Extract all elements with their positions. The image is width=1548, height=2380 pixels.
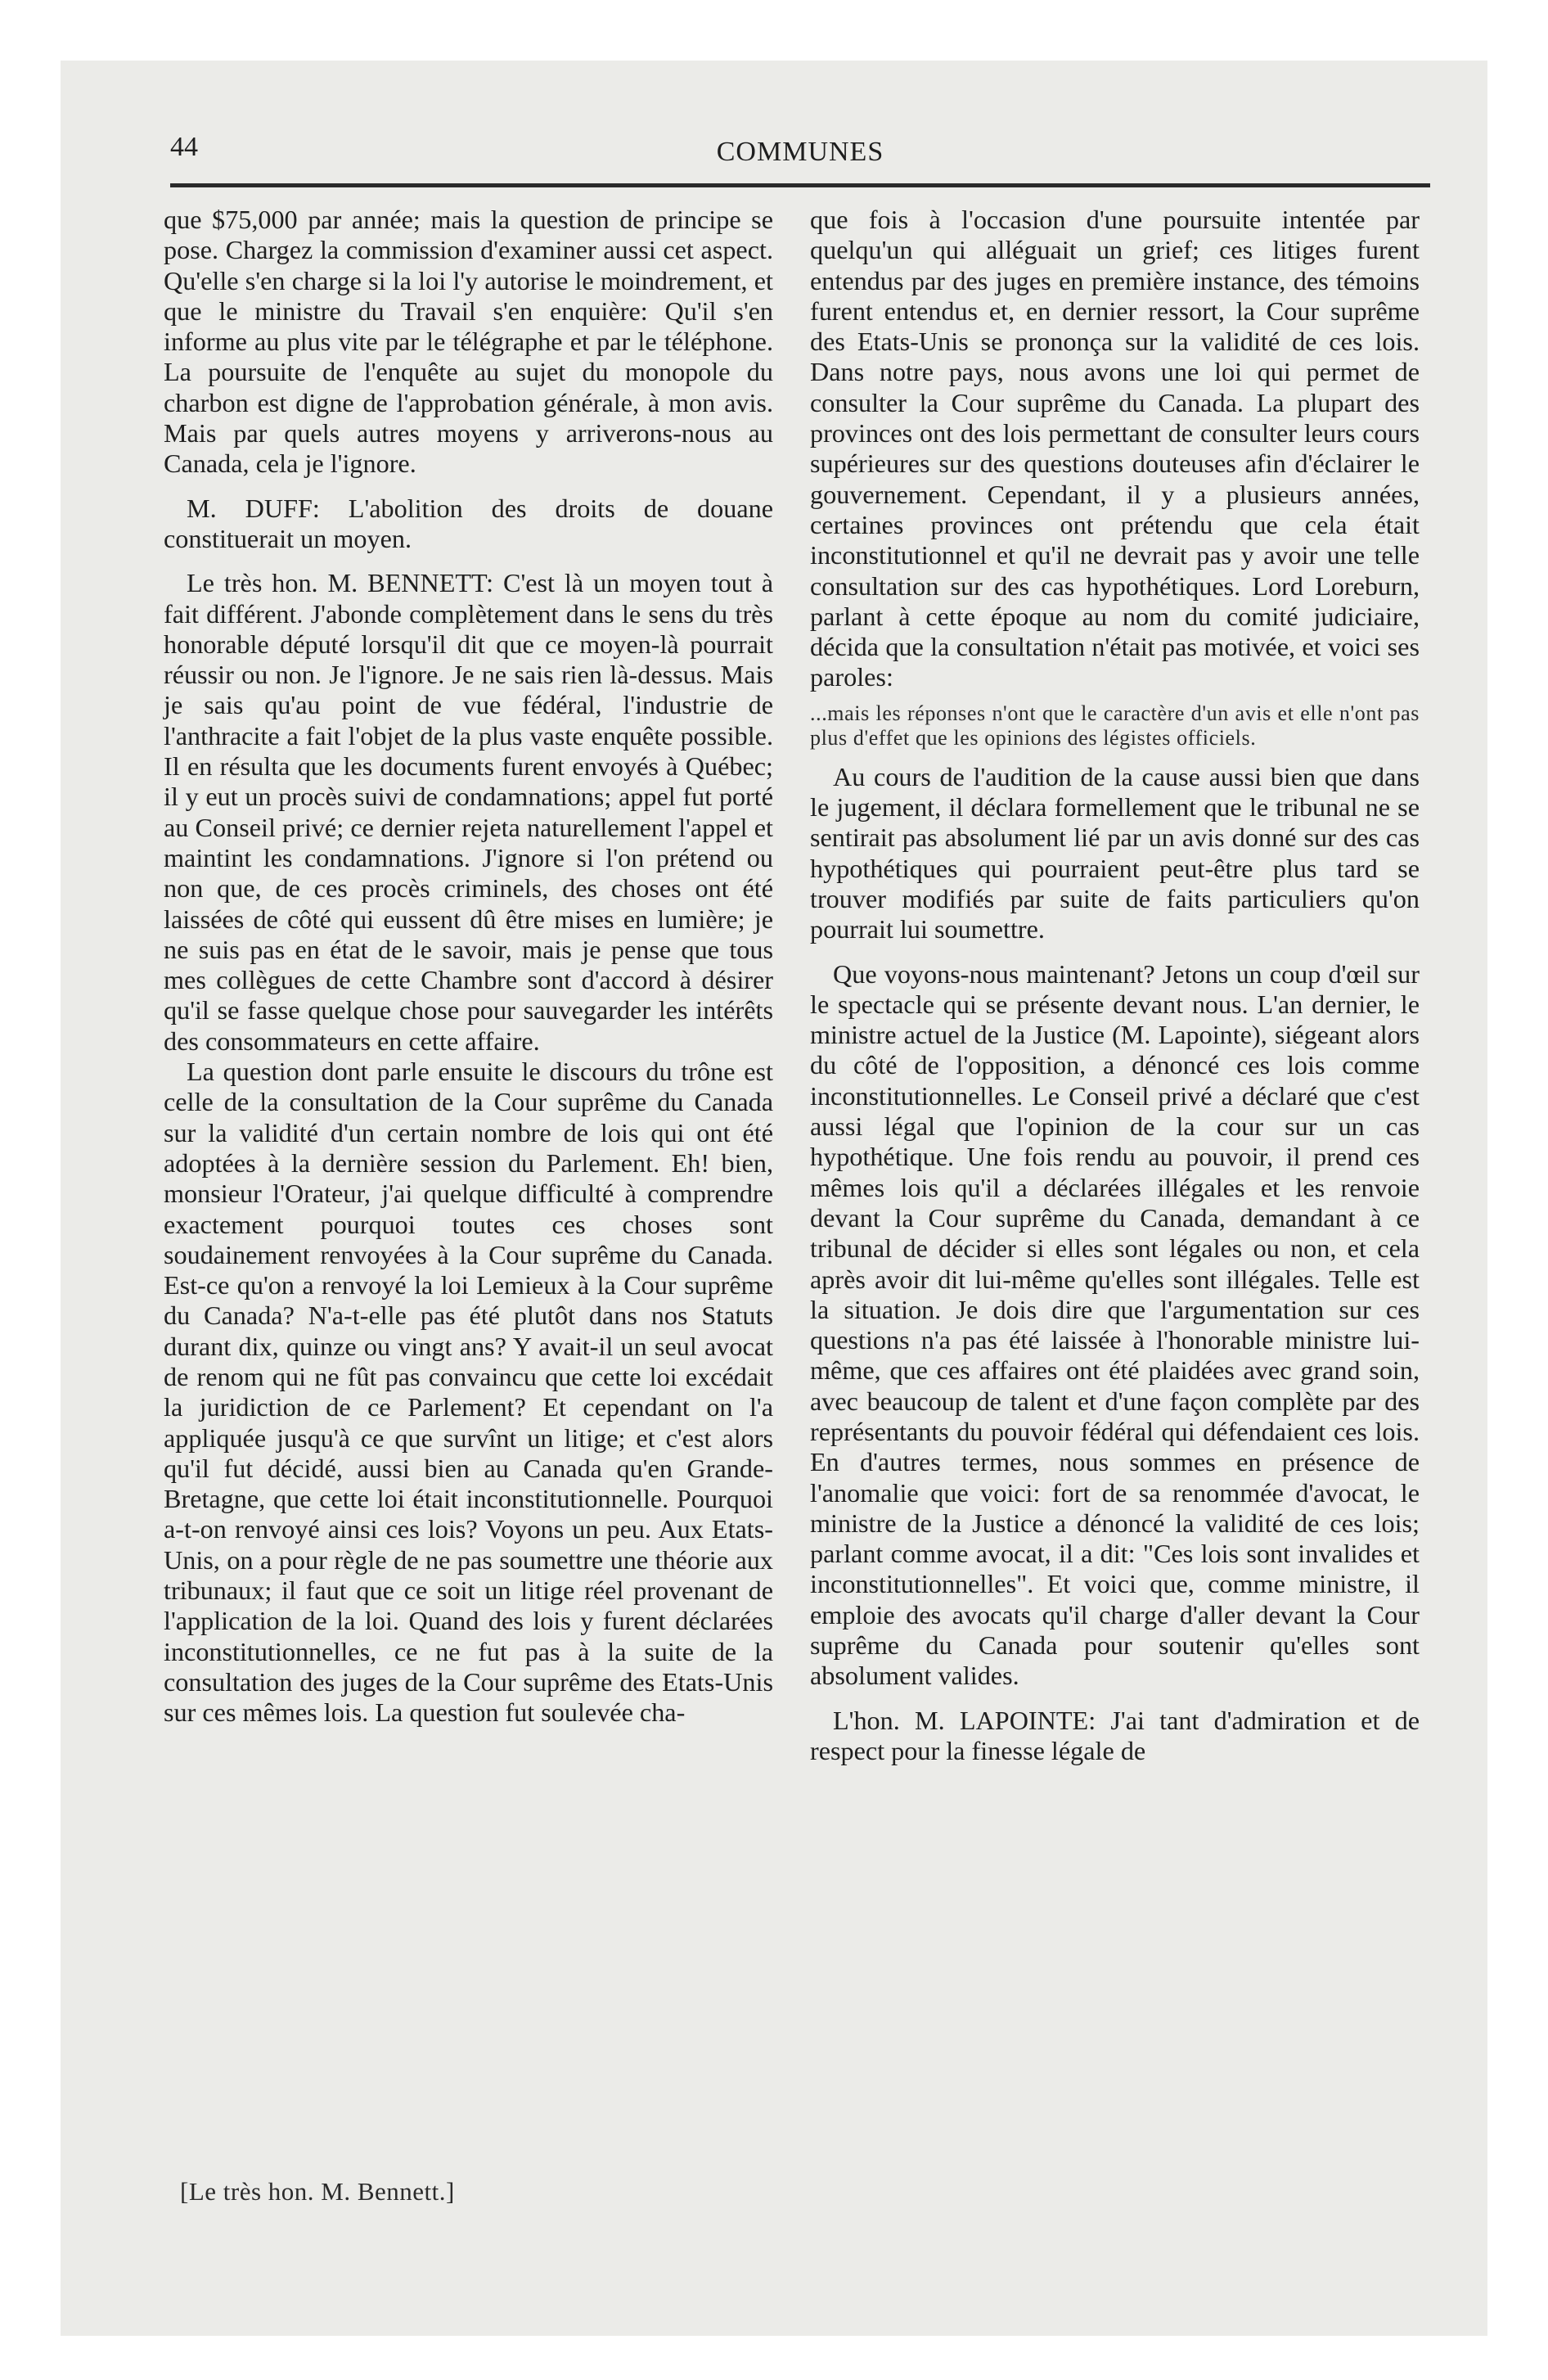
left-paragraph-3: Le très hon. M. BENNETT: C'est là un moyen tout à fait différent. J'abonde complètement dans le sens du très honorable député lorsqu'il dit que ce moyen-là pourrait réussir ou non. Je l'ignore. Je ne sais rien là-dessus. Mais je sais qu'au point de vue fédéral, l'industrie de l'anthracite a fait l'objet de la plus vaste enquête possible. Il en résulta que les documents furent envoyés à Québec; il y eut un procès suivi de condamnations; appel fut porté au Conseil privé; ce dernier rejeta naturellement l'appel et maintint les condamnations. J'ignore si l'on prétend ou non que, de ces procès criminels, des choses ont été laissées de côté qui eussent dû être mises en lumière; je ne suis pas en état de le savoir, mais je pense que tous mes collègues de cette Chambre sont d'accord à désirer qu'il se fasse quelque chose pour sauvegarder les intérêts des consommateurs en cette affaire. <box>164 568 773 1056</box>
block-quote: ...mais les réponses n'ont que le caractère d'un avis et elle n'ont pas plus d'effet que les opinions des légistes officiels. <box>810 701 1420 750</box>
left-column <box>164 205 773 1729</box>
speaker-footnote: [Le très hon. M. Bennett.] <box>180 2177 455 2206</box>
right-paragraph-2: Au cours de l'audition de la cause aussi bien que dans le jugement, il déclara formellement que le tribunal ne se sentirait pas absolument lié par un avis donné sur des cas hypothétiques qui pourraient peut-être plus tard se trouver modifiés par suite de faits particuliers qu'on pourrait lui soumettre. <box>810 761 1420 944</box>
right-paragraph-3: Que voyons-nous maintenant? Jetons un coup d'œil sur le spectacle qui se présente devant nous. L'an dernier, le ministre actuel de la Justice (M. Lapointe), siégeant alors du côté de l'opposition, a dénoncé ces lois comme inconstitutionnelles. Le Conseil privé a déclaré que c'est aussi légal que l'opinion de la cour sur un cas hypothétique. Une fois rendu au pouvoir, il prend ces mêmes lois qu'il a déclarées illégales et les renvoie devant la Cour suprême du Canada, demandant à ce tribunal de décider si elles sont légales ou non, et cela après avoir dit lui-même qu'elles sont illégales. Telle est la situation. Je dois dire que l'argumentation sur ces questions n'a pas été laissée à l'honorable ministre lui-même, que ces affaires ont été plaidées avec grand soin, avec beaucoup de talent et d'une façon complète par des représentants du pouvoir fédéral qui défendaient ces lois. En d'autres termes, nous sommes en présence de l'anomalie que voici: fort de sa renommée d'avocat, le ministre de la Justice a dénoncé la validité de ces lois; parlant comme avocat, il a dit: "Ces lois sont invalides et inconstitutionnelles". Et voici que, comme ministre, il emploie des avocats qu'il charge d'aller devant la Cour suprême du Canada pour soutenir qu'elles sont absolument valides. <box>810 958 1420 1691</box>
left-paragraph-2: M. DUFF: L'abolition des droits de douane constituerait un moyen. <box>164 493 773 553</box>
left-paragraph-1: que $75,000 par année; mais la question de principe se pose. Chargez la commission d'examiner aussi cet aspect. Qu'elle s'en charge si la loi l'y autorise le moindrement, et que le ministre du Travail s'en enquière: Qu'il s'en informe au plus vite par le télégraphe et par le téléphone. La poursuite de l'enquête au sujet du monopole du charbon est digne de l'approbation générale, à mon avis. Mais par quels autres moyens y arriverons-nous au Canada, cela je l'ignore. <box>164 205 773 479</box>
page-number: 44 <box>170 132 198 162</box>
right-paragraph-1: que fois à l'occasion d'une poursuite intentée par quelqu'un qui alléguait un grief; ces litiges furent entendus par des juges en première instance, des témoins furent entendus et, en dernier ressort, la Cour suprême des Etats-Unis se prononça sur la validité de ces lois. Dans notre pays, nous avons une loi qui permet de consulter la Cour suprême du Canada. La plupart des provinces ont des lois permettant de consulter leurs cours supérieures sur des questions douteuses afin d'éclairer le gouvernement. Cependant, il y a plusieurs années, certaines provinces ont prétendu que cela était inconstitutionnel et qu'il ne devrait pas y avoir une telle consultation sur des cas hypothétiques. Lord Loreburn, parlant à cette époque au nom du comité judiciaire, décida que la consultation n'était pas motivée, et voici ses paroles: <box>810 205 1420 692</box>
right-column <box>810 205 1420 1766</box>
page-header <box>170 131 1430 187</box>
running-head: COMMUNES <box>716 137 884 167</box>
left-paragraph-4: La question dont parle ensuite le discours du trône est celle de la consultation de la Cour suprême du Canada sur la validité d'un certain nombre de lois qui ont été adoptées à la dernière session du Parlement. Eh! bien, monsieur l'Orateur, j'ai quelque difficulté à comprendre exactement pourquoi toutes ces choses sont soudainement renvoyées à la Cour suprême du Canada. Est-ce qu'on a renvoyé la loi Lemieux à la Cour suprême du Canada? N'a-t-elle pas été plutôt dans nos Statuts durant dix, quinze ou vingt ans? Y avait-il un seul avocat de renom qui ne fût pas convaincu que cette loi excédait la juridiction de ce Parlement? Et cependant on l'a appliquée jusqu'à ce que survînt un litige; et c'est alors qu'il fut décidé, aussi bien au Canada qu'en Grande-Bretagne, que cette loi était inconstitutionnelle. Pourquoi a-t-on renvoyé ainsi ces lois? Voyons un peu. Aux Etats-Unis, on a pour règle de ne pas soumettre une théorie aux tribunaux; il faut que ce soit un litige réel provenant de l'application de la loi. Quand des lois y furent déclarées inconstitutionnelles, ce ne fut pas à la suite de la consultation des juges de la Cour suprême des Etats-Unis sur ces mêmes lois. La question fut soulevée cha- <box>164 1057 773 1728</box>
right-paragraph-4: L'hon. M. LAPOINTE: J'ai tant d'admiration et de respect pour la finesse légale de <box>810 1705 1420 1765</box>
